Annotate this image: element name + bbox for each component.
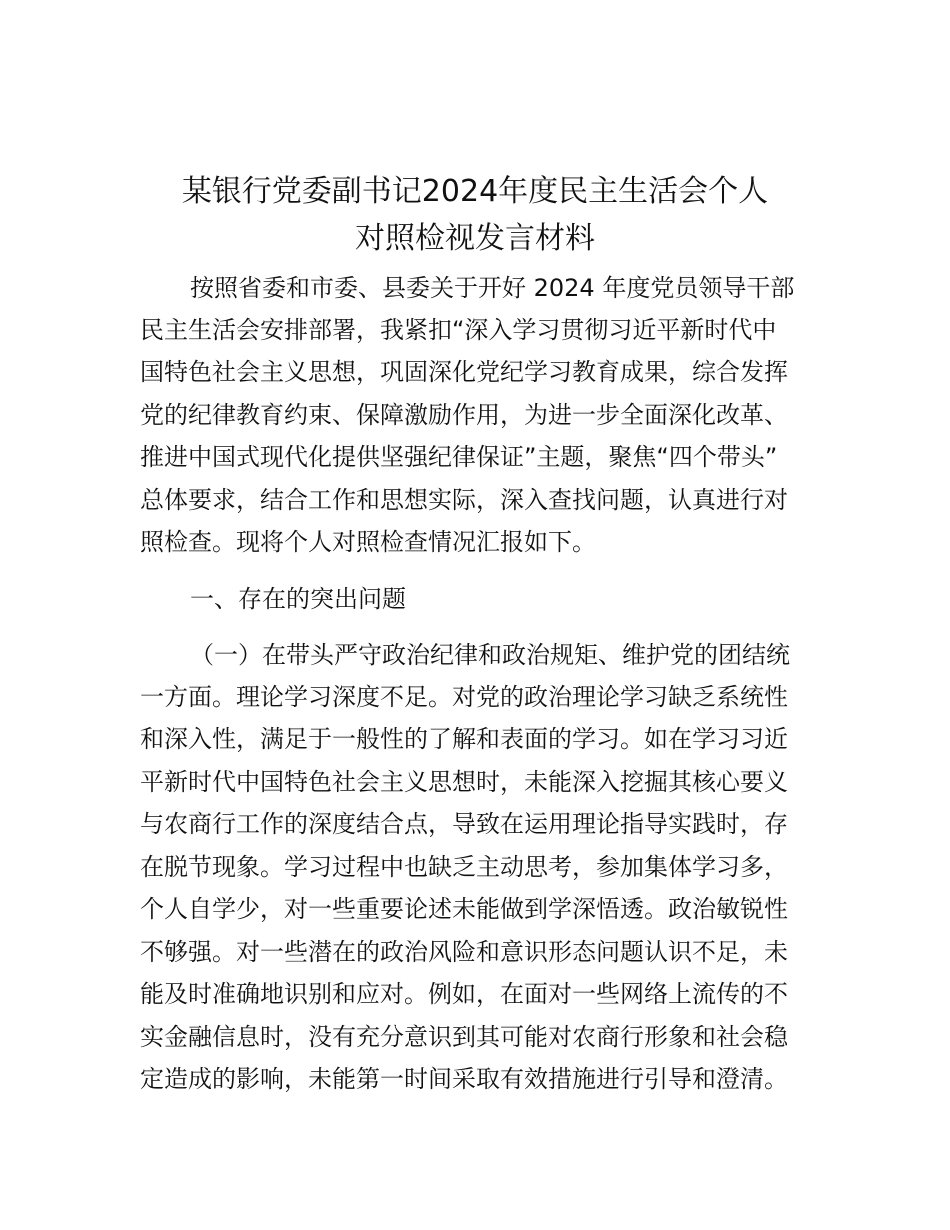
paragraph-intro-line: 推进中国式现代化提供坚强纪律保证”主题，聚焦“四个带头” xyxy=(140,443,778,471)
paragraph-body-line: 能及时准确地识别和应对。例如，在面对一些网络上流传的不 xyxy=(140,980,788,1008)
paragraph-intro-line: 民主生活会安排部署，我紧扣“深入学习贯彻习近平新时代中 xyxy=(140,316,777,344)
paragraph-body-line: 在脱节现象。学习过程中也缺乏主动思考，参加集体学习多， xyxy=(140,853,788,881)
paragraph-body-line: 平新时代中国特色社会主义思想时，未能深入挖掘其核心要义 xyxy=(140,768,788,796)
paragraph-intro-line: 党的纪律教育约束、保障激励作用，为进一步全面深化改革、 xyxy=(140,401,788,429)
paragraph-intro-line: 按照省委和市委、县委关于开好 2024 年度党员领导干部 xyxy=(190,274,795,302)
paragraph-body-line: 一方面。理论学习深度不足。对党的政治理论学习缺乏系统性 xyxy=(140,683,788,711)
paragraph-body-line: 定造成的影响，未能第一时间采取有效措施进行引导和澄清。 xyxy=(140,1065,788,1093)
paragraph-body-line: 实金融信息时，没有充分意识到其可能对农商行形象和社会稳 xyxy=(140,1023,788,1051)
paragraph-intro-line: 照检查。现将个人对照检查情况汇报如下。 xyxy=(140,528,596,556)
section-heading: 一、存在的突出问题 xyxy=(190,585,406,613)
document-title-line-2: 对照检视发言材料 xyxy=(355,221,595,256)
paragraph-intro-line: 国特色社会主义思想，巩固深化党纪学习教育成果，综合发挥 xyxy=(140,358,788,386)
document-title-line-1: 某银行党委副书记2024年度民主生活会个人 xyxy=(181,174,769,209)
paragraph-body-line: （一）在带头严守政治纪律和政治规矩、维护党的团结统 xyxy=(190,641,790,669)
paragraph-body-line: 不够强。对一些潜在的政治风险和意识形态问题认识不足，未 xyxy=(140,938,788,966)
paragraph-body-line: 个人自学少，对一些重要论述未能做到学深悟透。政治敏锐性 xyxy=(140,895,788,923)
paragraph-intro-line: 总体要求，结合工作和思想实际，深入查找问题，认真进行对 xyxy=(140,486,788,514)
paragraph-body-line: 和深入性，满足于一般性的了解和表面的学习。如在学习习近 xyxy=(140,725,788,753)
paragraph-body-line: 与农商行工作的深度结合点，导致在运用理论指导实践时，存 xyxy=(140,810,788,838)
